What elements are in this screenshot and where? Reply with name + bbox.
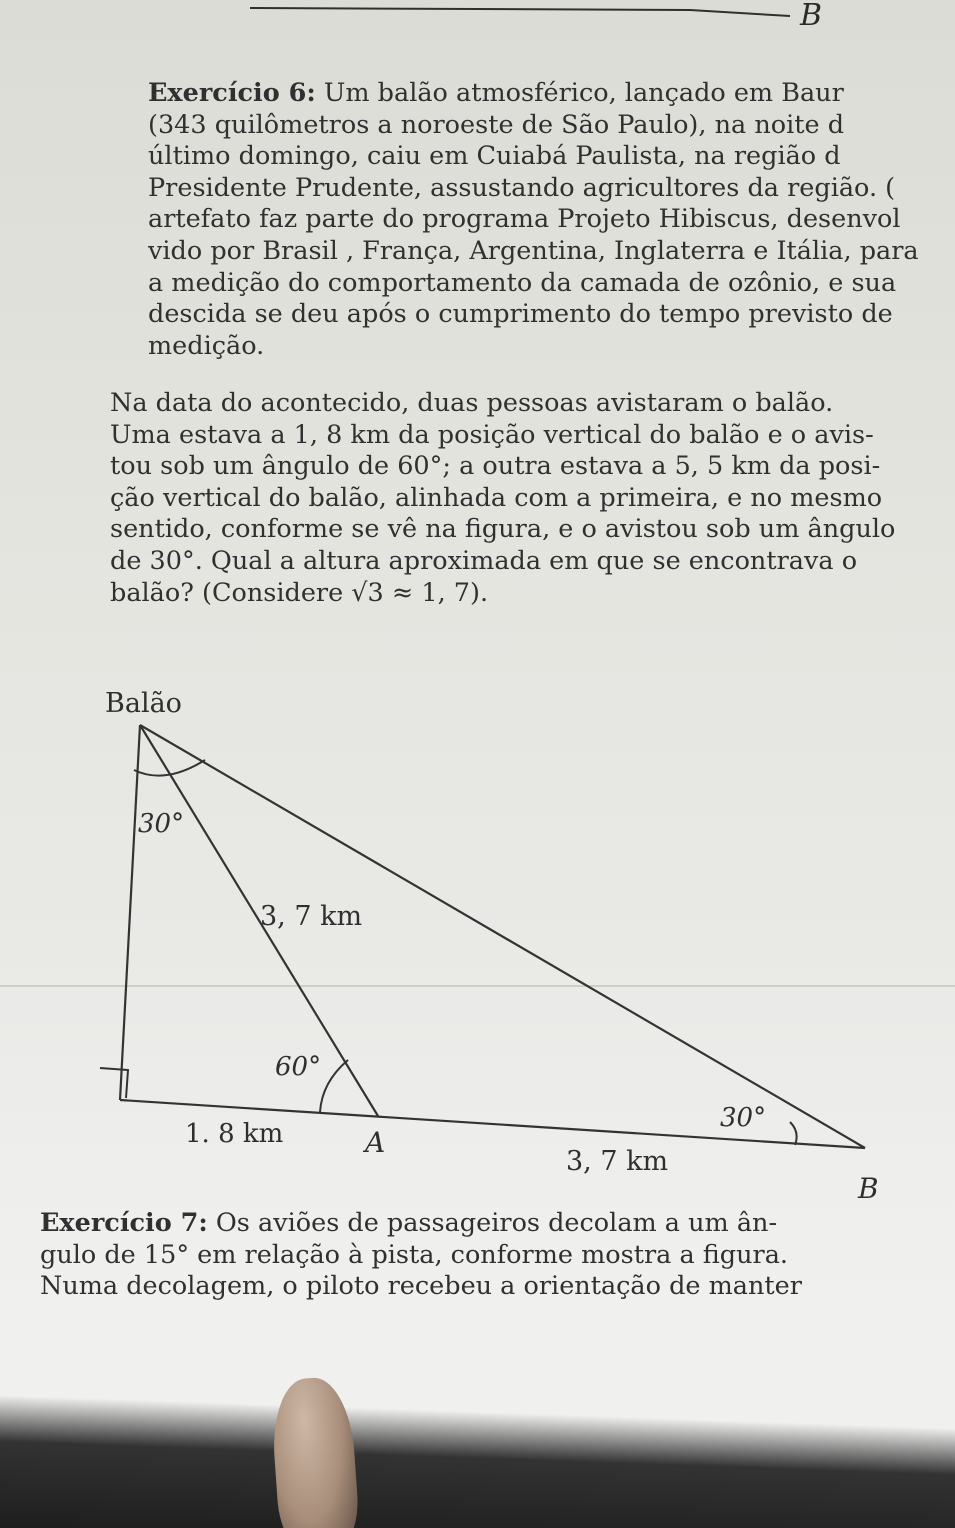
exercise-6-para2-line-4: ção vertical do balão, alinhada com a primeira, e no mesmo: [110, 482, 883, 513]
exercise-7-line-3: Numa decolagem, o piloto recebeu a orientação de manter: [40, 1271, 802, 1302]
exercise-6-para2-line-1: Na data do acontecido, duas pessoas avistaram o balão.: [110, 388, 834, 418]
exercise-6-line-1: Exercício 6: Um balão atmosférico, lançado em Baur: [148, 78, 844, 108]
line-balloon-to-b: [140, 725, 865, 1148]
label-angle-top: 30°: [138, 809, 185, 839]
label-angle-a: 60°: [275, 1052, 322, 1082]
right-angle-mark: [100, 1068, 128, 1098]
exercise-6-title: Exercício 6:: [148, 78, 316, 108]
angle-arc-b: [790, 1122, 797, 1145]
label-distance-left: 1. 8 km: [185, 1119, 284, 1149]
exercise-6-line-6: vido por Brasil , França, Argentina, Inglaterra e Itália, para: [148, 235, 919, 266]
exercise-7-line-1: Exercício 7: Os aviões de passageiros decolam a um ân-: [40, 1208, 778, 1238]
exercise-6-para2-line-5: sentido, conforme se vê na figura, e o avistou sob um ângulo: [110, 514, 896, 545]
previous-figure-label-b: B: [800, 0, 823, 33]
exercise-6-para2-line-6: de 30°. Qual a altura aproximada em que se encontrava o: [110, 545, 858, 576]
label-angle-b: 30°: [720, 1103, 767, 1133]
exercise-6-line-8: descida se deu após o cumprimento do tempo previsto de: [148, 299, 893, 330]
label-balloon: Balão: [105, 688, 182, 719]
exercise-6-para2-line-2: Uma estava a 1, 8 km da posição vertical do balão e o avis-: [110, 419, 874, 450]
exercise-6-line-7: a medição do comportamento da camada de ozônio, e sua: [148, 267, 897, 298]
exercise-6-line-4: Presidente Prudente, assustando agricultores da região. (: [148, 172, 896, 203]
exercise-7-line-2: gulo de 15° em relação à pista, conforme mostra a figura.: [40, 1239, 789, 1270]
label-hypotenuse: 3, 7 km: [260, 901, 363, 932]
exercise-6-para2-line-3: tou sob um ângulo de 60°; a outra estava a 5, 5 km da posi-: [110, 451, 881, 482]
exercise-6-para2-line-7: balão? (Considere √3 ≈ 1, 7).: [110, 577, 489, 608]
exercise-6-line-3: último domingo, caiu em Cuiabá Paulista, na região d: [148, 141, 841, 172]
exercise-7-paragraph: [40, 1208, 802, 1303]
vertical-side: [120, 725, 140, 1100]
label-distance-right: 3, 7 km: [566, 1146, 669, 1177]
exercise-7-title: Exercício 7:: [40, 1208, 208, 1238]
label-point-b: B: [858, 1172, 879, 1205]
exercise-6-line-9: medição.: [148, 330, 265, 361]
exercise-6-line-2: (343 quilômetros a noroeste de São Paulo), na noite d: [148, 109, 845, 140]
exercise-6-line-5: artefato faz parte do programa Projeto Hibiscus, desenvol: [148, 204, 901, 235]
label-point-a: A: [365, 1126, 386, 1159]
angle-arc-a: [320, 1060, 348, 1112]
